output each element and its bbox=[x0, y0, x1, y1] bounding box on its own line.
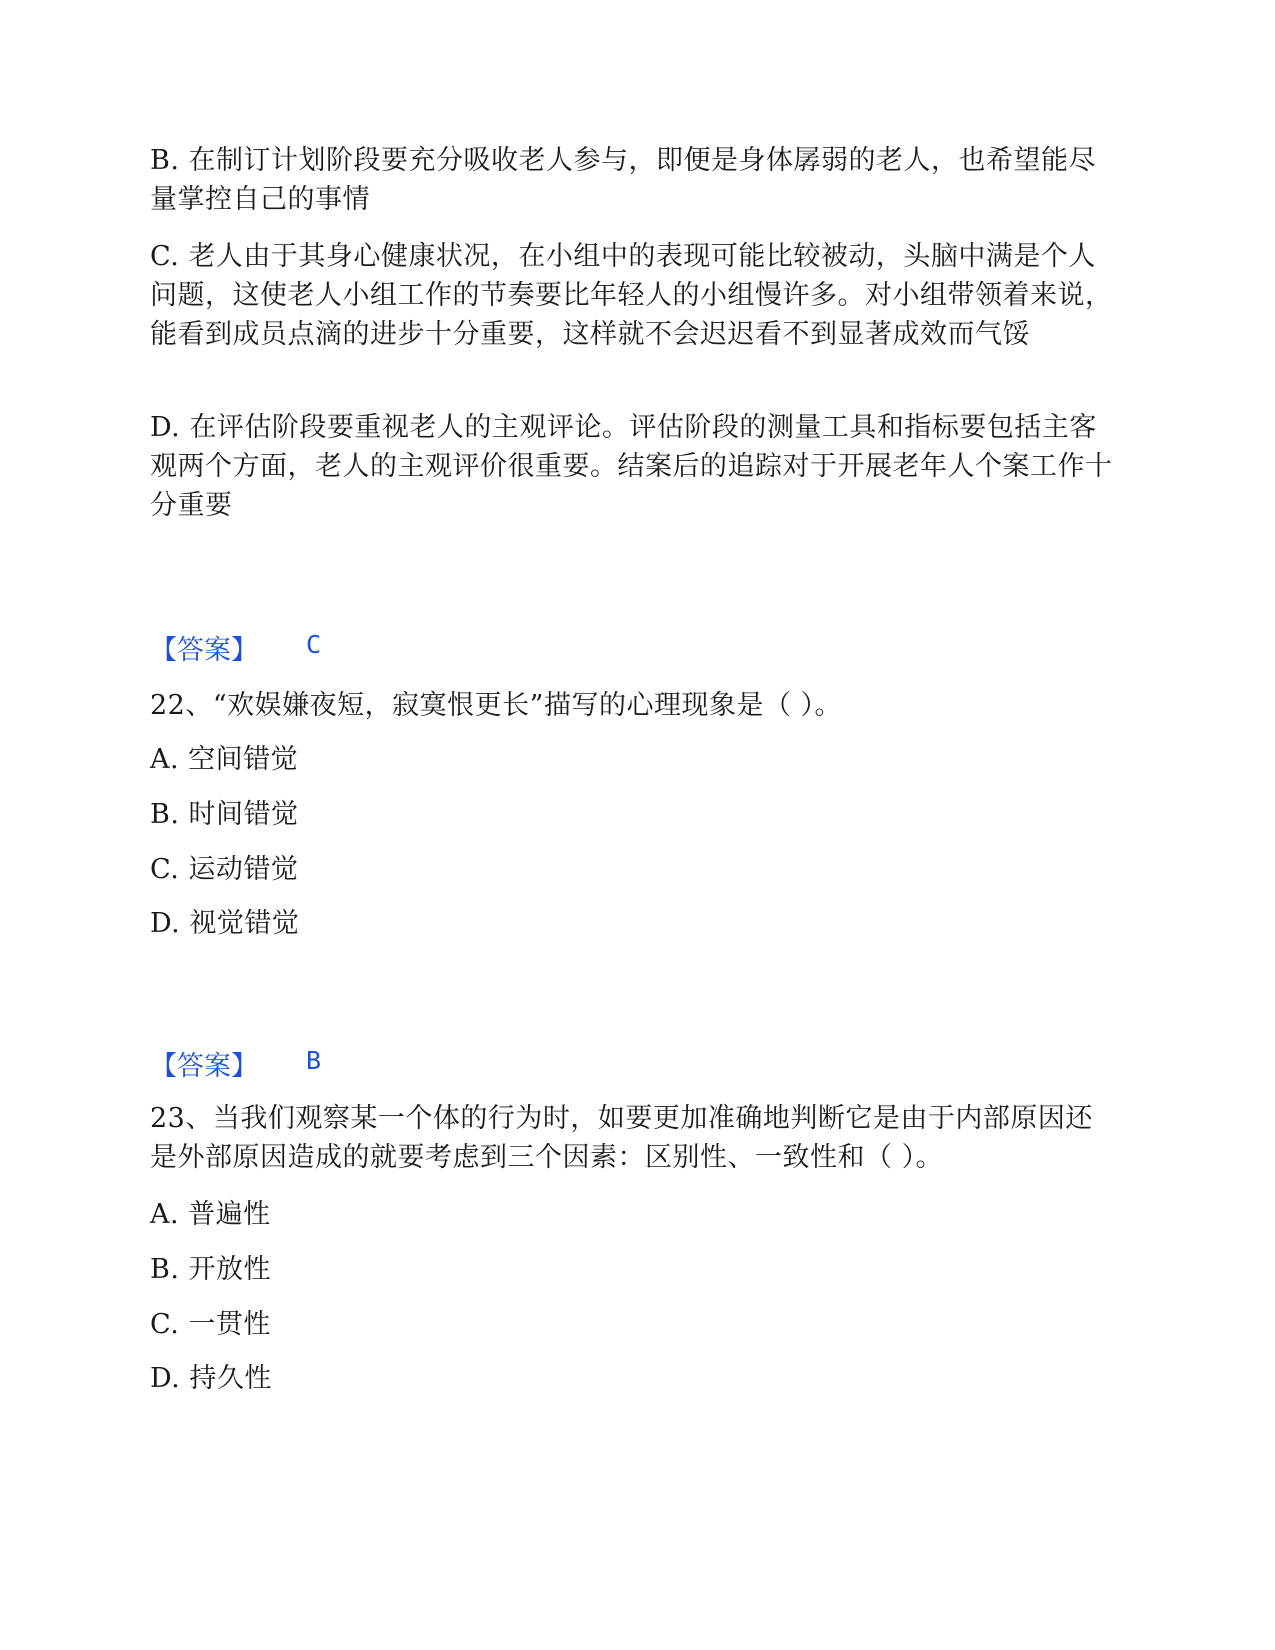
q22-option-d: D. 视觉错觉 bbox=[150, 908, 300, 939]
q22-option-a: A. 空间错觉 bbox=[150, 744, 299, 775]
answer-value: B bbox=[306, 1046, 322, 1075]
option-d-prev: D. 在评估阶段要重视老人的主观评论。评估阶段的测量工具和指标要包括主客观两个方面，老人的主观评价很重要。结案后的追踪对于开展老年人个案工作十分重要 bbox=[150, 412, 1113, 521]
answer-22 bbox=[150, 1044, 450, 1084]
q23-option-a: A. 普遍性 bbox=[150, 1199, 271, 1230]
q22-option-b: B. 时间错觉 bbox=[150, 799, 299, 830]
q23-option-b: B. 开放性 bbox=[150, 1254, 272, 1285]
option-b-prev: B. 在制订计划阶段要充分吸收老人参与，即便是身体孱弱的老人，也希望能尽量掌控自己的事情 bbox=[150, 145, 1097, 215]
answer-label: 【答案】 bbox=[150, 635, 258, 666]
q22-option-c: C. 运动错觉 bbox=[150, 854, 299, 885]
question-23-stem: 23、当我们观察某一个体的行为时，如要更加准确地判断它是由于内部原因还是外部原因造成的就要考虑到三个因素：区别性、一致性和（ ）。 bbox=[150, 1103, 1093, 1173]
question-22-stem: 22、“欢娱嫌夜短，寂寞恨更长”描写的心理现象是（ ）。 bbox=[150, 690, 843, 721]
q23-option-c: C. 一贯性 bbox=[150, 1309, 271, 1340]
answer-21 bbox=[150, 628, 450, 668]
document-page bbox=[150, 0, 1125, 1650]
q23-option-d: D. 持久性 bbox=[150, 1363, 272, 1394]
answer-value: C bbox=[306, 630, 322, 659]
answer-label: 【答案】 bbox=[150, 1051, 258, 1082]
option-c-prev: C. 老人由于其身心健康状况，在小组中的表现可能比较被动，头脑中满是个人问题，这使老人小组工作的节奏要比年轻人的小组慢许多。对小组带领着来说，能看到成员点滴的进步十分重要，这样就不会迟迟看不到显著成效而气馁 bbox=[150, 241, 1113, 350]
